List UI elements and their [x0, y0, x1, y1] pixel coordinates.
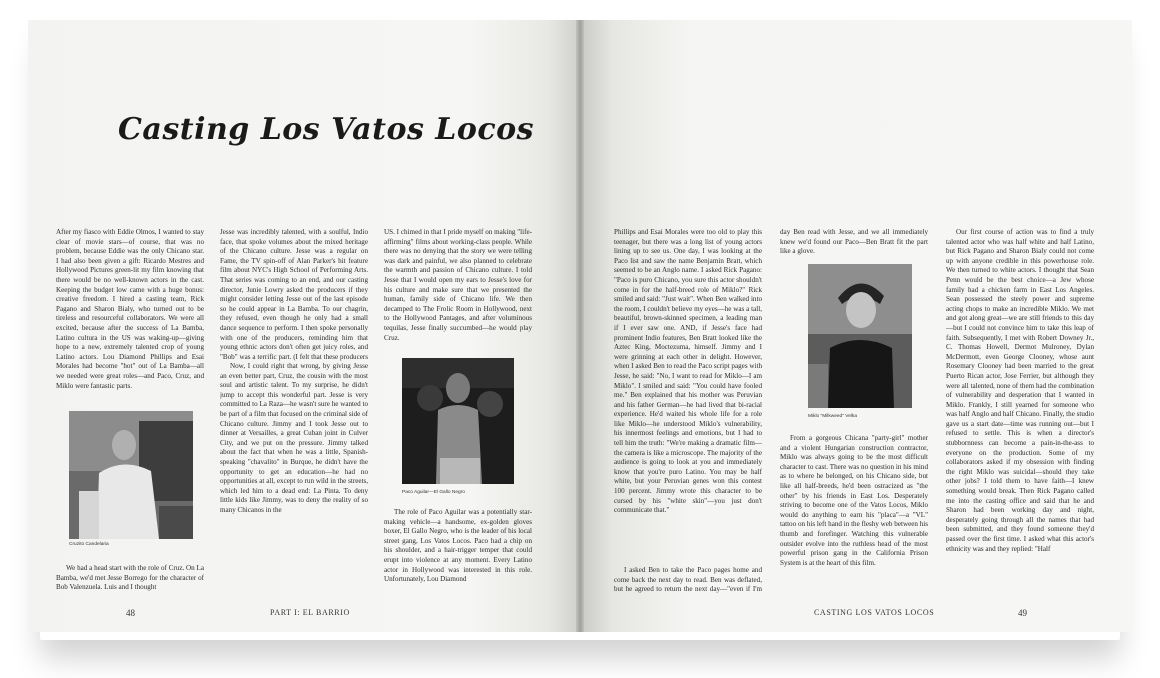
chapter-title: Casting Los Vatos Locos — [118, 112, 535, 147]
paragraph: Now, I could right that wrong, by giving Jesse an even better part, Cruz, the cousin with the most soul and artistic talent. To my surprise, he didn't jump to accept this wonderful part. Jesse is very committed to La Raza—he wasn't sure he wanted to be part of a film that focused on the criminal side of Chicano culture. Jimmy and I took Jesse out to dinner at Versailles, a great Cuban joint in Culver City, and we put on the pressure. Jimmy talked about the fact that when he was a little, Spanish-speaking "chavalito" in Burque, he didn't have the opportunity to get an education—he had no opportunities at all, except to run wild in the streets, which led him to a dead end: La Pinta. To deny little kids like Jimmy, was to deny the reality of so many Chicanos in the — [220, 362, 368, 514]
paragraph: Our first course of action was to find a truly talented actor who was half white and half Latino, but Rick Pagano and Sharon Bialy could not come up with anyone credible in this powerhouse role. We then turned to white actors. I thought that Sean Penn would be the best choice—a Jew whose family had a chicken farm in East Los Angeles. Sean possessed the steely power and supreme acting chops to make an incredible Miklo. We met and got along great—we are still friends to this day—but I could not convince him to take this leap of faith. Subsequently, I met with Robert Downey Jr., C. Thomas Howell, Dermot Mulroney, Dylan McDermott, even George Clooney, whose aunt Rosemary Clooney had been married to the great Puerto Rican actor, Jose Ferrier, but although they were all talented, none of them had the combination of vulnerability and desperation that I wanted in Miklo. Frankly, I still yearned for someone who was half Anglo and half Chicano. Finally, the studio gave us a start date—time was running out—but I refused to settle. This is when a director's stubbornness can become a pain-in-the-ass to everyone on the production. Some of my collaborators asked if my obsession with finding the right Miklo was suicidal—should they take other jobs? I told them to have faith—I knew something would break. Then Rick Pagano called me into the casting office and said that he and Sharon had been working day and night, desperately going through all the names that had been submitted, and they found someone they'd passed over the first time. I asked what this actor's ethnicity was and they replied: "Half — [946, 228, 1094, 553]
caption-miklo: Miklo "Milkweed" Velka — [808, 414, 857, 419]
caption-paco: Paco Aguilar—El Gallo Negro — [402, 490, 465, 495]
paragraph: From a gorgeous Chicana "party-girl" mother and a violent Hungarian construction contractor, Miklo was always going to be the most difficult character to cast. There was no question in his mind as to where he belonged, on his Chicano side, but like all half-breeds, he'd been ostracized as "the other" by his friends in East Los. Desperately striving to become one of the Vatos Locos, Miklo would do anything to earn his "placa"—a "VL" tattoo on his left hand in the fleshy web between his thumb and forefinger. Watching this vulnerable outsider evolve into the ruthless head of the most powerful prison gang in the California Prison System is at the heart of this film. — [780, 434, 928, 567]
right-col3 — [946, 228, 1094, 594]
right-col1-top — [614, 228, 762, 565]
caption-cruzito: Cruzito Candelaria — [69, 542, 109, 547]
page-number-left: 48 — [126, 608, 135, 618]
paragraph: Jesse was incredibly talented, with a soulful, Indio face, that spoke volumes about the mixed heritage of the Chicano culture. Jesse was a regular on Fame, the TV spin-off of Alan Parker's hit feature film about NYC's High School of Performing Arts. That series was coming to an end, and our casting director, Junie Lowry asked the producers if they might consider letting Jesse out of the last episode so he could appear in La Bamba. To our chagrin, they refused, even though he only had a small dance sequence to perform. I then spoke personally with one of the producers, reminding him that young ethnic actors don't often get juicy roles, and "Bob" was a terrific part. (I felt that these producers — [220, 228, 368, 361]
left-col3-top — [384, 228, 532, 352]
book-gutter — [576, 20, 584, 632]
paragraph: US. I chimed in that I pride myself on making "life-affirming" films about working-class people. While there was no denying that the story we were telling was dark and painful, we also planned to celebrate the warmth and passion of Chicano culture. I told Jesse that I would open my ears to Jesse's love for his culture and make sure that we presented the human, family side of Chicano life. We then decamped to The Frolic Room in Hollywood, next to the Hollywood Pantages, and after voluminous tequilas, Jesse finally succumbed—he would play Cruz. — [384, 228, 532, 342]
photo-miklo — [808, 264, 912, 408]
page-number-right: 49 — [1018, 608, 1027, 618]
paragraph: After my fiasco with Eddie Olmos, I wanted to stay clear of movie stars—of course, that was no problem, because Eddie was the only Chicano star. I had also been given a gift: Ricardo Mestres and Hollywood Pictures green-lit my film knowing that there would be no well-known actors in the cast. Keeping the budget low came with a huge bonus: creative freedom. I hired a casting team, Rick Pagano and Sharon Bialy, who turned out to be tireless and resourceful collaborators. We were all excited, because after the success of La Bamba, Latino cultura in the US was waking-up—giving hope to a new, extremely talented crop of young Latino actors. Lou Diamond Phillips and Esai Morales had become "hot" out of La Bamba—all we needed were great roles—and Paco, Cruz, and Miklo were fantastic parts. — [56, 228, 204, 390]
running-head-right: CASTING LOS VATOS LOCOS — [814, 608, 935, 617]
paragraph: The role of Paco Aguilar was a potentially star-making vehicle—a handsome, ex-golden gloves boxer, El Gallo Negro, who is the leader of his local street gang, Los Vatos Locos. Paco had a chip on his shoulder, and a hair-trigger temper that could erupt into violence at any moment. Every Latino actor in Hollywood was interested in this role. Unfortunately, Lou Diamond — [384, 508, 532, 584]
paragraph: Phillips and Esai Morales were too old to play this teenager, but there was a long list of young actors lining up to see us. One day, I was looking at the Paco list and saw the name Benjamin Bratt, which seemed to be an Anglo name. I asked Rick Pagano: "Paco is puro Chicano, you sure this actor shouldn't come in for the half-breed role of Miklo?" Rick smiled and said: "Just wait". When Ben walked into the room, I couldn't believe my eyes—he was a tall, beautiful, brown-skinned specimen, a leading man if I ever saw one. AND, if Jesse's face had prominent Indio features, Ben Bratt looked like the Aztec King, Moctezuma, himself. Jimmy and I were grinning at each other in delight. However, when I asked Ben to read the Paco script pages with Jesse, he said: "No, I want to read for Miklo—I am Miklo". I smiled and said: "You could have fooled me." Ben explained that his mother was Peruvian and his father German—he had lived that bi-racial experience. He'd waited his whole life for a role like Miklo—he understood Miklo's vulnerability, his innermost feelings and emotions, but I had to tell him the truth: "We're making a dramatic film—the camera is like a microscope. The majority of the audience is going to look at you and immediately know that you're puro Latino. You may be half white, but your Peruvian genes won this contest 100 percent. Jimmy wrote this character to be cursed by his "white skin"—you just don't communicate that." — [614, 228, 762, 515]
left-col2-bottom — [220, 362, 368, 594]
right-col2-bottom — [780, 434, 928, 594]
paragraph: We had a head start with the role of Cruz. On La Bamba, we'd met Jesse Borrego for the character of Bob Valenzuela. Luis and I thought — [56, 564, 204, 592]
left-col3-bottom — [384, 508, 532, 594]
right-col1-bottom — [614, 566, 762, 594]
left-col1-bottom — [56, 564, 204, 594]
photo-cruzito — [69, 411, 193, 539]
paragraph: day Ben read with Jesse, and we all immediately knew we'd found our Paco—Ben Bratt fit the part like a glove. — [780, 228, 928, 256]
left-col2-top — [220, 228, 368, 362]
paragraph: I asked Ben to take the Paco pages home and come back the next day to read. Ben was deflated, but he agreed to return the next day—"even if I'm — [614, 566, 762, 594]
left-col1-top — [56, 228, 204, 406]
running-head-left: PART I: EL BARRIO — [270, 608, 350, 617]
photo-paco — [402, 358, 514, 484]
right-col2-top — [780, 228, 928, 258]
